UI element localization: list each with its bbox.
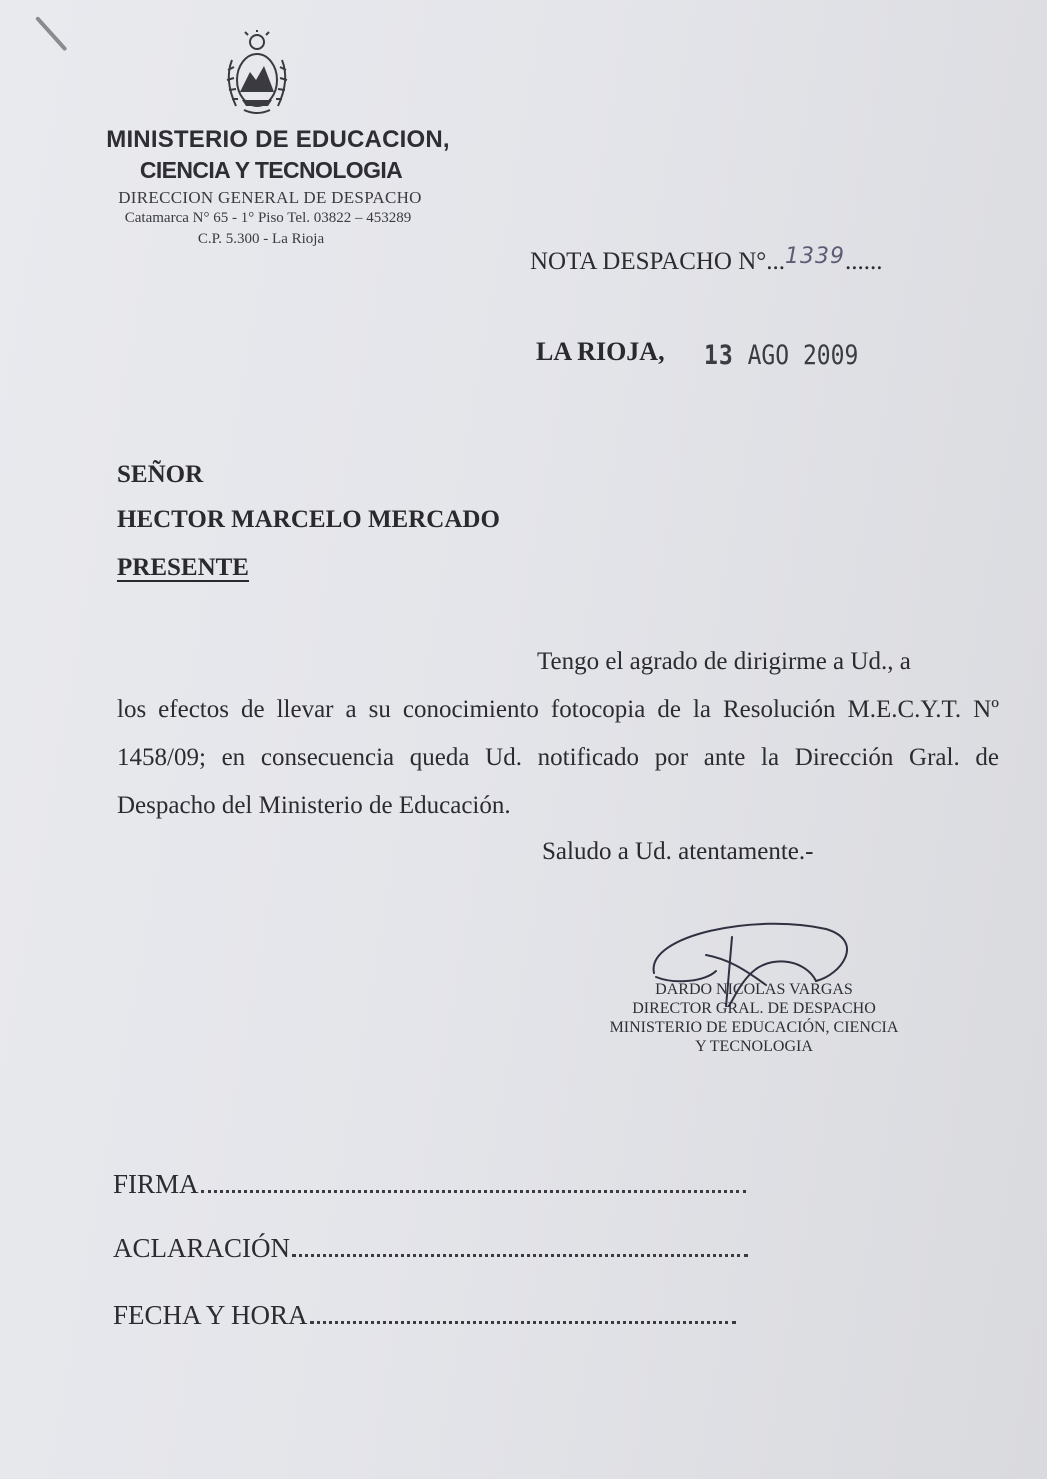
staple-mark (35, 16, 67, 51)
date-city: LA RIOJA, (536, 337, 665, 366)
postal-line: C.P. 5.300 - La Rioja (197, 231, 325, 247)
aclaracion-field[interactable] (113, 1232, 748, 1264)
letter-body (117, 638, 999, 830)
closing-line: Saludo a Ud. atentamente.- (542, 838, 814, 865)
addressee-salutation: SEÑOR (117, 461, 204, 488)
nota-number: 1339 (785, 244, 846, 269)
nota-despacho (530, 244, 883, 276)
body-text: los efectos de llevar a su conocimiento fotocopia de la Resolución M.E.C.Y.T. Nº 1458/09; en consecuencia queda Ud. notificado por ante la Dirección Gral. de Despacho del Ministerio de Educación. (117, 696, 999, 819)
date-stamp (704, 341, 858, 371)
date-day: 13 (704, 341, 734, 371)
signer-org: MINISTERIO DE EDUCACIÓN, CIENCIA (609, 1019, 899, 1036)
fecha-hora-label: FECHA Y HORA (113, 1300, 308, 1330)
firma-label: FIRMA (113, 1169, 199, 1199)
date-month-year: AGO 2009 (747, 341, 859, 371)
address-line: Catamarca N° 65 - 1° Piso Tel. 03822 – 453289 (124, 210, 412, 226)
aclaracion-dotted-line[interactable] (292, 1232, 748, 1257)
body-first-line: Tengo el agrado de dirigirme a Ud., a (537, 648, 911, 675)
signer-name: DARDO NICOLAS VARGAS (655, 981, 853, 998)
signer-title: DIRECTOR GRAL. DE DESPACHO (632, 1000, 876, 1017)
fecha-hora-dotted-line[interactable] (310, 1299, 736, 1324)
addressee-presente: PRESENTE (117, 554, 249, 581)
firma-field[interactable] (113, 1168, 746, 1200)
fecha-hora-field[interactable] (113, 1299, 736, 1331)
ministry-name: MINISTERIO DE EDUCACION, (106, 126, 450, 153)
signature-block (594, 980, 914, 1056)
signer-org-line2: Y TECNOLOGIA (695, 1038, 813, 1055)
nota-leader-after: ...... (845, 248, 883, 275)
firma-dotted-line[interactable] (201, 1168, 746, 1193)
nota-label: NOTA DESPACHO N° (530, 248, 767, 275)
provincial-emblem-icon (222, 30, 292, 118)
addressee-name: HECTOR MARCELO MERCADO (117, 506, 500, 533)
ministry-name-line2: CIENCIA Y TECNOLOGIA (139, 157, 403, 183)
nota-leader: ... (766, 248, 786, 275)
aclaracion-label: ACLARACIÓN (113, 1233, 291, 1263)
direction-name: DIRECCION GENERAL DE DESPACHO (118, 188, 422, 207)
